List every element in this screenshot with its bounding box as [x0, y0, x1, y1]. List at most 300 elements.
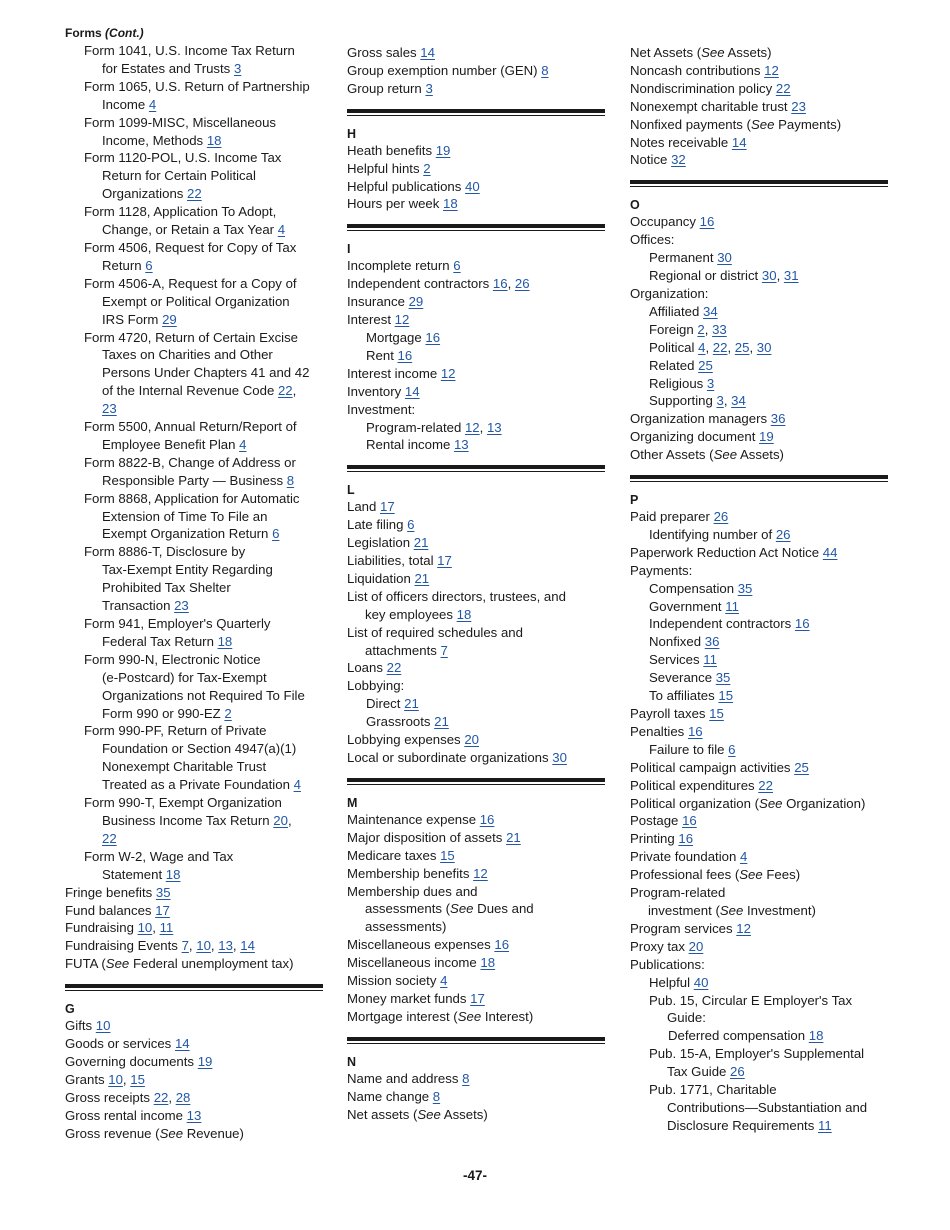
entry-text: Form 990-PF, Return of Private — [84, 723, 267, 739]
page-ref-link[interactable]: 16 — [678, 831, 694, 847]
entry-line — [347, 570, 605, 588]
page-ref-link[interactable]: 4 — [277, 222, 286, 238]
page-ref-link[interactable]: 17 — [380, 499, 395, 515]
entry-line — [65, 1053, 323, 1071]
index-entry — [347, 713, 605, 731]
entry-text: Form W-2, Wage and Tax — [84, 848, 234, 864]
entry-text: Organization: — [630, 285, 709, 301]
entry-text: Government — [649, 598, 722, 614]
index-entry — [347, 329, 605, 347]
entry-text: Form 4506-A, Request for a Copy of — [84, 275, 297, 291]
section-letter: M — [347, 795, 358, 810]
index-column-2 — [347, 44, 605, 1124]
page-ref-link[interactable]: 16 — [682, 813, 697, 829]
entry-line — [630, 884, 888, 902]
entry-line — [630, 303, 888, 321]
page-ref-link[interactable]: 20 — [688, 938, 704, 954]
entry-line — [347, 990, 605, 1008]
entry-line — [65, 78, 323, 96]
page-ref-link[interactable]: 17 — [437, 553, 452, 569]
index-entry — [630, 446, 888, 464]
entry-line — [347, 311, 605, 329]
entry-text: Form 990-T, Exempt Organization — [84, 795, 282, 811]
entry-text: Nondiscrimination policy — [630, 80, 773, 96]
entry-line — [347, 749, 605, 767]
page-ref-link[interactable]: 2 — [224, 705, 232, 721]
entry-continuation-line: assessments (See Dues and — [365, 901, 534, 917]
page-ref-link[interactable]: 12 — [473, 865, 488, 881]
index-entry — [347, 383, 605, 401]
index-entry — [65, 239, 323, 275]
entry-line — [630, 920, 888, 938]
page-ref-link[interactable]: 33 — [712, 321, 727, 337]
entry-text: Group exemption number (GEN) — [347, 62, 538, 78]
entry-text: Compensation — [649, 580, 735, 596]
page-ref-link[interactable]: 29 — [408, 294, 424, 310]
page-ref-link[interactable]: 13 — [186, 1107, 202, 1123]
page-ref-link[interactable]: 29 — [162, 311, 177, 327]
index-entry — [347, 498, 605, 516]
page-ref-link[interactable]: 30 — [761, 268, 777, 284]
entry-text: Rental income — [366, 437, 451, 453]
entry-line — [630, 410, 888, 428]
entry-text: Insurance — [347, 294, 405, 310]
entry-text: Employee Benefit Plan — [102, 436, 236, 452]
page-ref-link[interactable]: 36 — [770, 411, 786, 427]
entry-line — [630, 62, 888, 80]
page-ref-link[interactable]: 31 — [783, 268, 799, 284]
index-entry — [347, 829, 605, 847]
page-ref-link[interactable]: 19 — [435, 142, 451, 158]
index-entry — [347, 365, 605, 383]
index-entry — [347, 972, 605, 990]
index-entry — [630, 98, 888, 116]
entry-continuation-line: investment (See Investment) — [648, 902, 816, 918]
entry-continuation-line — [65, 776, 323, 794]
page-ref-link[interactable]: 25 — [794, 759, 809, 775]
entry-text: Form 1120-POL, U.S. Income Tax — [84, 150, 282, 166]
entry-text: Nonexempt Charitable Trust — [102, 759, 267, 775]
entry-line — [630, 938, 888, 956]
entry-line — [630, 974, 888, 992]
entry-text: Fund balances — [65, 902, 152, 918]
page-ref-link[interactable]: 21 — [414, 570, 430, 586]
entry-line — [630, 562, 888, 580]
entry-text: of the Internal Revenue Code — [102, 383, 275, 399]
entry-text: Mortgage interest — [347, 1008, 450, 1024]
page-ref-link[interactable]: 16 — [687, 723, 703, 739]
page-ref-link[interactable]: 26 — [713, 509, 729, 525]
entry-text: Miscellaneous expenses — [347, 937, 491, 953]
index-entry — [65, 454, 323, 490]
page-ref-link[interactable]: 10 — [108, 1071, 123, 1087]
index-entry — [347, 534, 605, 552]
page-ref-link[interactable]: 21 — [506, 829, 521, 845]
page-ref-link[interactable]: 35 — [155, 884, 171, 900]
entry-line — [630, 375, 888, 393]
page-ref-link[interactable]: 3 — [716, 393, 724, 409]
page-ref-link[interactable]: 22 — [758, 777, 773, 793]
entry-line — [630, 249, 888, 267]
page-ref-link[interactable]: 4 — [239, 436, 247, 452]
page-ref-link[interactable]: 11 — [725, 598, 739, 614]
entry-text: Inventory — [347, 383, 402, 399]
page-ref-link[interactable]: 3 — [706, 375, 715, 391]
index-entry — [630, 410, 888, 428]
index-entry — [630, 213, 888, 231]
index-entry — [630, 759, 888, 777]
section-letter: I — [347, 242, 351, 257]
page-ref-link[interactable]: 7 — [440, 642, 448, 658]
page-ref-link[interactable]: 23 — [174, 598, 189, 614]
page-ref-link[interactable]: 23 — [791, 98, 806, 114]
page-ref-link[interactable]: 15 — [130, 1071, 145, 1087]
index-entry — [65, 848, 323, 884]
entry-text: Printing — [630, 831, 675, 847]
page-ref-link[interactable]: 30 — [756, 339, 772, 355]
entry-text: Severance — [649, 670, 713, 686]
entry-line — [65, 203, 323, 221]
index-entry — [630, 544, 888, 562]
page-ref-link[interactable]: 22 — [187, 186, 202, 202]
page-ref-link[interactable]: 2 — [423, 160, 431, 176]
entry-continuation-line — [65, 311, 323, 329]
page-ref-link[interactable]: 22 — [102, 830, 117, 846]
section-letter: O — [630, 198, 640, 213]
entry-line — [630, 80, 888, 98]
page-ref-link[interactable]: 21 — [434, 714, 449, 730]
page-ref-link[interactable]: 17 — [155, 902, 170, 918]
index-entry — [347, 419, 605, 437]
entry-continuation-line — [630, 1009, 888, 1027]
page-ref-link[interactable]: 18 — [443, 196, 458, 212]
index-entry — [347, 293, 605, 311]
entry-text: Failure to file — [649, 741, 725, 757]
page-ref-link[interactable]: 22 — [277, 383, 293, 399]
entry-line — [347, 498, 605, 516]
see-target-tail: assessments) — [365, 919, 447, 935]
page-ref-link[interactable]: 34 — [703, 303, 718, 319]
index-entry — [347, 954, 605, 972]
page-ref-link[interactable]: 12 — [394, 312, 410, 328]
page-ref-link[interactable]: 19 — [759, 429, 774, 445]
entry-line — [630, 231, 888, 249]
entry-continuation-line — [65, 561, 323, 579]
index-entry — [347, 1008, 605, 1026]
page-ref-link[interactable]: 40 — [465, 178, 480, 194]
index-entry — [65, 1107, 323, 1125]
page-ref-link[interactable]: 4 — [293, 777, 301, 793]
entry-text: Guide: — [667, 1010, 706, 1026]
index-entry — [347, 588, 605, 624]
entry-text: Gross sales — [347, 45, 417, 60]
page-ref-link[interactable]: 13 — [453, 437, 469, 453]
page-ref-link[interactable]: 20 — [273, 812, 288, 828]
page-ref-link[interactable]: 6 — [453, 258, 461, 274]
page-ref-link[interactable]: 6 — [272, 526, 280, 542]
entry-text: Pub. 15, Circular E Employer's Tax — [649, 992, 853, 1008]
entry-line — [347, 588, 605, 606]
index-entry — [630, 44, 888, 62]
index-entry — [630, 992, 888, 1028]
entry-line — [630, 98, 888, 116]
entry-continuation-line — [65, 400, 323, 418]
page-ref-link[interactable]: 10 — [137, 920, 153, 936]
page-ref-link[interactable]: 18 — [456, 606, 472, 622]
page-ref-link[interactable]: 16 — [425, 329, 441, 345]
entry-text: Extension of Time To File an — [102, 508, 268, 524]
entry-line — [630, 213, 888, 231]
page-ref-link[interactable]: 25 — [698, 357, 713, 373]
index-column-1 — [65, 26, 323, 1142]
entry-line — [630, 777, 888, 795]
entry-line — [630, 830, 888, 848]
page-ref-link[interactable]: 20 — [464, 732, 479, 748]
entry-text: Investment: — [347, 401, 416, 417]
entry-text: Payroll taxes — [630, 706, 706, 721]
entry-line — [630, 651, 888, 669]
page-ref-link[interactable]: 21 — [413, 535, 429, 551]
page-ref-link[interactable]: 3 — [233, 60, 242, 76]
entry-continuation-line: of the Internal Revenue Code 22, — [102, 383, 297, 399]
page-ref-link[interactable]: 16 — [397, 347, 413, 363]
page-ref-link[interactable]: 2 — [697, 321, 705, 337]
entry-text: Grassroots — [366, 714, 431, 730]
entry-text: Fundraising Events — [65, 938, 178, 954]
page-ref-link[interactable]: 8 — [432, 1088, 441, 1104]
see-target: Assets — [727, 45, 768, 60]
page-ref-link[interactable]: 36 — [704, 634, 720, 650]
entry-text: Form 990 or 990-EZ — [102, 705, 221, 721]
entry-text: attachments — [365, 642, 437, 658]
index-entry — [65, 884, 323, 902]
entry-text: Foundation or Section 4947(a)(1) — [102, 741, 297, 757]
page-ref-link[interactable]: 12 — [464, 419, 480, 435]
index-entry — [630, 249, 888, 267]
entry-line — [347, 624, 605, 642]
entry-line — [630, 705, 888, 723]
page-ref-link[interactable]: 26 — [775, 526, 791, 542]
see-label: See — [159, 1125, 184, 1141]
entry-continuation-line — [65, 60, 323, 78]
page-ref-link[interactable]: 4 — [698, 339, 706, 355]
entry-line: FUTA (See Federal unemployment tax) — [65, 956, 294, 972]
index-entry — [65, 275, 323, 329]
page-ref-link[interactable]: 8 — [541, 62, 549, 78]
page-ref-link[interactable]: 6 — [145, 257, 153, 273]
see-label: See — [450, 901, 474, 917]
entry-line — [347, 436, 605, 454]
index-entry — [65, 1089, 323, 1107]
page-ref-link[interactable]: 12 — [764, 62, 779, 78]
page-ref-link[interactable]: 7 — [181, 938, 189, 954]
page-ref-link[interactable]: 14 — [420, 45, 435, 60]
page-ref-link[interactable]: 4 — [148, 96, 157, 112]
page-ref-link[interactable]: 34 — [731, 393, 746, 409]
entry-text: Membership dues and — [347, 883, 478, 899]
entry-text: Notice — [630, 152, 668, 168]
entry-continuation-line — [65, 293, 323, 311]
index-entry — [630, 375, 888, 393]
entry-line — [630, 357, 888, 375]
entry-text: Form 1099-MISC, Miscellaneous — [84, 114, 277, 130]
entry-text: Prohibited Tax Shelter — [102, 580, 231, 596]
page-ref-link[interactable]: 44 — [822, 544, 838, 560]
entry-text: Transaction — [102, 598, 171, 614]
page-ref-link[interactable]: 11 — [159, 920, 174, 936]
entry-continuation-line — [65, 705, 323, 723]
page-ref-link[interactable]: 16 — [699, 214, 715, 230]
page-ref-link[interactable]: 13 — [218, 938, 233, 954]
page-ref-link[interactable]: 10 — [95, 1018, 111, 1034]
entry-line: Net assets (See Assets) — [347, 1106, 488, 1122]
page-ref-link[interactable]: 22 — [712, 339, 728, 355]
entry-line — [347, 401, 605, 419]
page-ref-link[interactable]: 11 — [703, 652, 717, 668]
page-ref-link[interactable]: 30 — [717, 250, 732, 266]
entry-line — [630, 812, 888, 830]
entry-text: Organizations not Required To File — [102, 687, 305, 703]
page-ref-link[interactable]: 26 — [730, 1064, 745, 1080]
index-entry — [65, 902, 323, 920]
entry-line — [347, 954, 605, 972]
page-ref-link[interactable]: 16 — [794, 616, 810, 632]
entry-line — [65, 1035, 323, 1053]
page-ref-link[interactable]: 11 — [818, 1117, 832, 1133]
page-ref-link[interactable]: 8 — [462, 1070, 470, 1086]
page-ref-link[interactable]: 15 — [709, 706, 724, 721]
entry-text: Net assets — [347, 1106, 410, 1122]
entry-text: Form 1065, U.S. Return of Partnership — [84, 78, 310, 94]
index-entry — [630, 267, 888, 285]
entry-text: Maintenance expense — [347, 811, 477, 827]
page-ref-link[interactable]: 18 — [165, 866, 181, 882]
see-label: See — [701, 45, 725, 60]
page-ref-link[interactable]: 13 — [486, 419, 502, 435]
page-ref-link[interactable]: 17 — [470, 990, 485, 1006]
page-ref-link[interactable]: 32 — [671, 152, 686, 168]
entry-line — [347, 534, 605, 552]
index-entry — [630, 848, 888, 866]
page-ref-link[interactable]: 6 — [407, 517, 415, 533]
entry-text: Occupancy — [630, 214, 696, 230]
index-entry — [347, 847, 605, 865]
page-ref-link[interactable]: 16 — [479, 811, 495, 827]
page-ref-link[interactable]: 28 — [175, 1089, 191, 1105]
index-entry — [65, 1035, 323, 1053]
entry-line — [65, 490, 323, 508]
page-ref-link[interactable]: 15 — [440, 847, 455, 863]
page-ref-link[interactable]: 22 — [775, 80, 791, 96]
index-entry — [630, 357, 888, 375]
page-ref-link[interactable]: 15 — [718, 688, 734, 704]
page-ref-link[interactable]: 10 — [196, 938, 211, 954]
page-ref-link[interactable]: 18 — [480, 955, 496, 971]
page-ref-link[interactable]: 12 — [440, 365, 456, 381]
page-ref-link[interactable]: 12 — [736, 920, 751, 936]
index-entry — [630, 884, 888, 920]
index-entry — [347, 865, 605, 883]
page-ref-link[interactable]: 18 — [217, 633, 233, 649]
see-label: See — [739, 867, 763, 883]
page-ref-link[interactable]: 3 — [425, 80, 433, 96]
entry-text: To affiliates — [649, 688, 715, 704]
entry-line: Gross receipts 22, 28 — [65, 1089, 191, 1105]
index-entry — [65, 1125, 323, 1143]
entry-text: Paid preparer — [630, 509, 710, 525]
page-ref-link[interactable]: 14 — [174, 1036, 190, 1052]
entry-line — [65, 239, 323, 257]
page-ref-link[interactable]: 18 — [206, 132, 222, 148]
page-ref-link[interactable]: 23 — [102, 401, 117, 417]
index-entry — [630, 231, 888, 249]
page-ref-link[interactable]: 4 — [440, 973, 448, 989]
entry-text: Private foundation — [630, 849, 737, 865]
page-ref-link[interactable]: 14 — [404, 383, 420, 399]
page-ref-link[interactable]: 25 — [734, 339, 750, 355]
entry-text: Form 1128, Application To Adopt, — [84, 204, 277, 220]
index-entry — [347, 160, 605, 178]
page-ref-link[interactable]: 35 — [737, 580, 753, 596]
index-entry — [630, 62, 888, 80]
entry-line — [65, 848, 323, 866]
page-ref-link[interactable]: 14 — [240, 938, 255, 954]
page-ref-link[interactable]: 18 — [808, 1028, 824, 1044]
page-ref-link[interactable]: 35 — [715, 670, 731, 686]
entry-line — [630, 1045, 888, 1063]
page-ref-link[interactable]: 22 — [386, 660, 402, 676]
entry-text: Form 8822-B, Change of Address or — [84, 454, 296, 470]
page-ref-link[interactable]: 6 — [728, 741, 736, 757]
entry-continuation-line — [65, 167, 323, 185]
entry-line — [347, 178, 605, 196]
entry-continuation-line — [65, 96, 323, 114]
page-ref-link[interactable]: 16 — [492, 276, 508, 292]
entry-text: Form 4506, Request for Copy of Tax — [84, 239, 297, 255]
entry-line — [630, 741, 888, 759]
page-ref-link[interactable]: 22 — [153, 1089, 169, 1105]
entry-text: Deferred compensation — [668, 1028, 806, 1044]
page-ref-link[interactable]: 21 — [404, 696, 419, 712]
page-ref-link[interactable]: 14 — [731, 134, 747, 150]
page-ref-link[interactable]: 4 — [739, 849, 748, 865]
page-ref-link[interactable]: 16 — [494, 937, 510, 953]
index-entry — [65, 722, 323, 794]
entry-text: Affiliated — [649, 303, 700, 319]
page-ref-link[interactable]: 30 — [552, 750, 567, 765]
page-ref-link[interactable]: 8 — [286, 472, 295, 488]
entry-text: Disclosure Requirements — [667, 1117, 815, 1133]
entry-text: key employees — [365, 606, 453, 622]
page-ref-link[interactable]: 26 — [514, 276, 530, 292]
entry-text: Political organization — [630, 795, 751, 811]
entry-line — [347, 160, 605, 178]
entry-text: Medicare taxes — [347, 847, 437, 863]
page-ref-link[interactable]: 40 — [693, 974, 709, 990]
continued-section-header — [65, 26, 323, 40]
index-entry — [65, 1071, 323, 1089]
entry-line — [630, 759, 888, 777]
entry-line: Political 4, 22, 25, 30 — [649, 339, 772, 355]
page-ref-link[interactable]: 19 — [197, 1053, 213, 1069]
entry-text: Form 4720, Return of Certain Excise — [84, 329, 299, 345]
entry-text: Interest income — [347, 365, 438, 381]
index-entry — [347, 257, 605, 275]
entry-text: Gifts — [65, 1018, 93, 1034]
entry-text: Responsible Party — Business — [102, 472, 284, 488]
section-letter: P — [630, 493, 639, 508]
entry-line: Grants 10, 15 — [65, 1071, 145, 1087]
